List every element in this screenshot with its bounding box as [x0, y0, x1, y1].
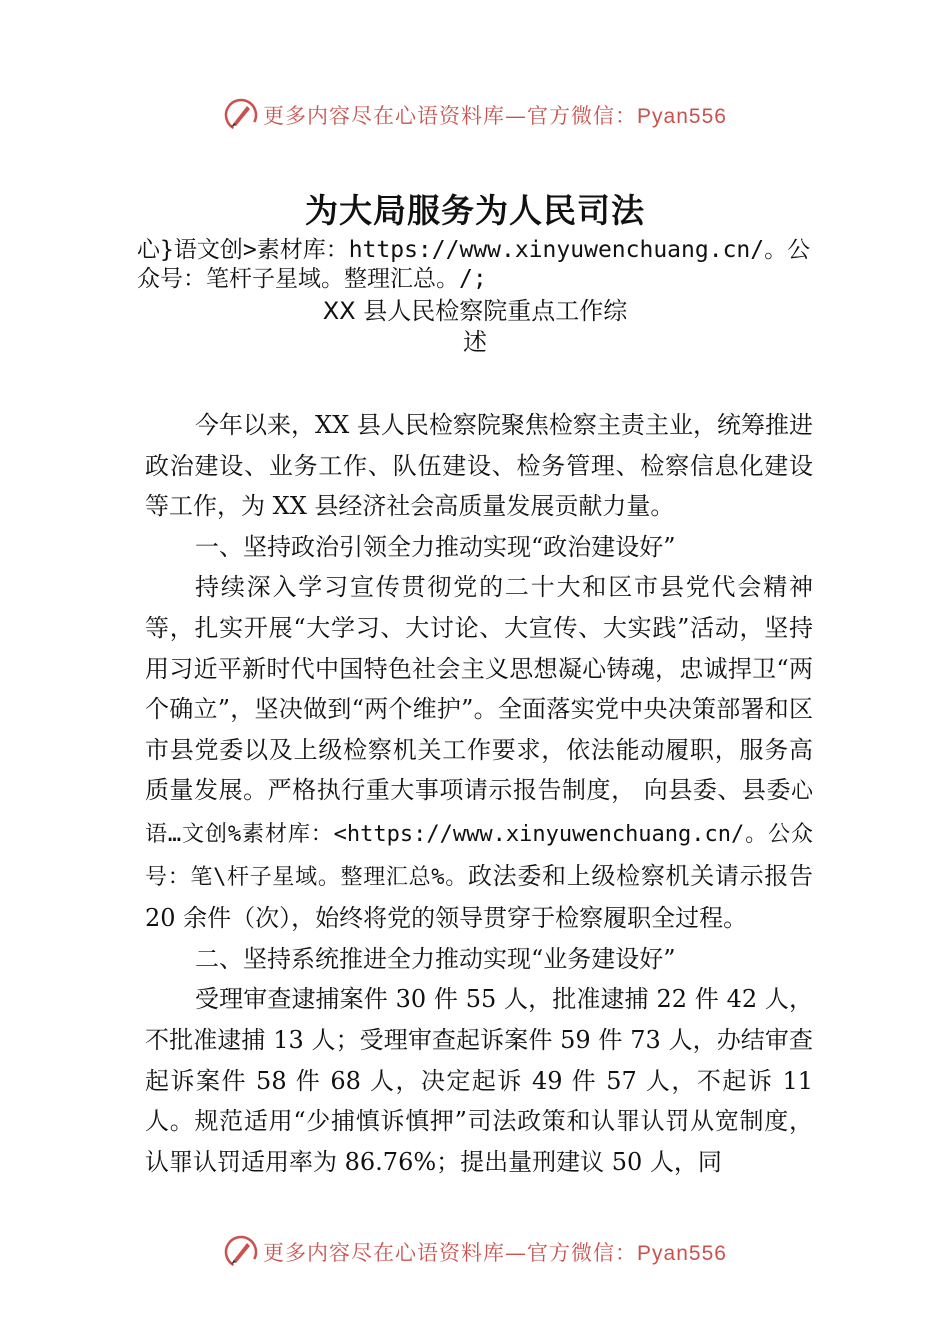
- banner-wechat-id: Pyan556: [637, 105, 727, 128]
- subtitle-line-1: XX 县人民检察院重点工作综: [322, 297, 628, 325]
- inline-source-note: 心语…文创%素材库：<https://www.xinyuwenchuang.cn/。公众号：笔\杆子星域。整理汇总%。: [145, 779, 813, 890]
- banner-text: [263, 1237, 727, 1267]
- footer-banner: [0, 1232, 950, 1272]
- paragraph-political-tail: 政法委和上级检察机关请示报告 20 余件（次），始终将党的领导贯穿于检察履职全过程。: [145, 861, 814, 933]
- quill-pen-logo-icon: [223, 97, 259, 133]
- section-heading-1: 一、坚持政治引领全力推动实现“政治建设好”: [195, 532, 676, 561]
- paragraph-intro: 今年以来，XX 县人民检察院聚焦检察主责主业，统筹推进政治建设、业务工作、队伍建设、检务管理、检察信息化建设等工作，为 XX 县经济社会高质量发展贡献力量。: [145, 411, 813, 521]
- quill-pen-logo-icon: [223, 1234, 259, 1270]
- header-banner: [0, 95, 950, 135]
- banner-label: 更多内容尽在心语资料库—官方微信：: [263, 104, 638, 128]
- paragraph-political: [145, 567, 813, 938]
- subtitle-line-2: 述: [463, 328, 487, 356]
- document-subtitle: [290, 296, 660, 358]
- banner-wechat-id: Pyan556: [637, 1242, 727, 1265]
- paragraph-business: 受理审查逮捕案件 30 件 55 人，批准逮捕 22 件 42 人，不批准逮捕 13 人；受理审查起诉案件 59 件 73 人，办结审查起诉案件 58 件 68 人，决定起诉 49 件 57 人，不起诉 11 人。规范适用“少捕慎诉慎押”司法政策和认罪认罚从宽制度，认罪认罚适用率为 86.76%；提出量刑建议 50 人，同: [145, 985, 813, 1176]
- source-line: 心}语文创>素材库：https://www.xinyuwenchuang.cn/。公众号：笔杆子星域。整理汇总。/;: [137, 237, 811, 292]
- section-heading-2: 二、坚持系统推进全力推动实现“业务建设好”: [195, 944, 676, 973]
- banner-text: [263, 100, 727, 130]
- banner-label: 更多内容尽在心语资料库—官方微信：: [263, 1241, 638, 1265]
- paragraph-political-text: 持续深入学习宣传贯彻党的二十大和区市县党代会精神等，扎实开展“大学习、大讨论、大宣传、大实践”活动，坚持用习近平新时代中国特色社会主义思想凝心铸魂，忠诚捍卫“两个确立”，坚决做到“两个维护”。全面落实党中央决策部署和区市县党委以及上级检察机关工作要求，依法能动履职，服务高质量发展。严格执行重大事项请示报告制度， 向县委、县委: [145, 573, 813, 805]
- document-body: [145, 405, 813, 1182]
- document-title: 为大局服务为人民司法: [305, 191, 645, 230]
